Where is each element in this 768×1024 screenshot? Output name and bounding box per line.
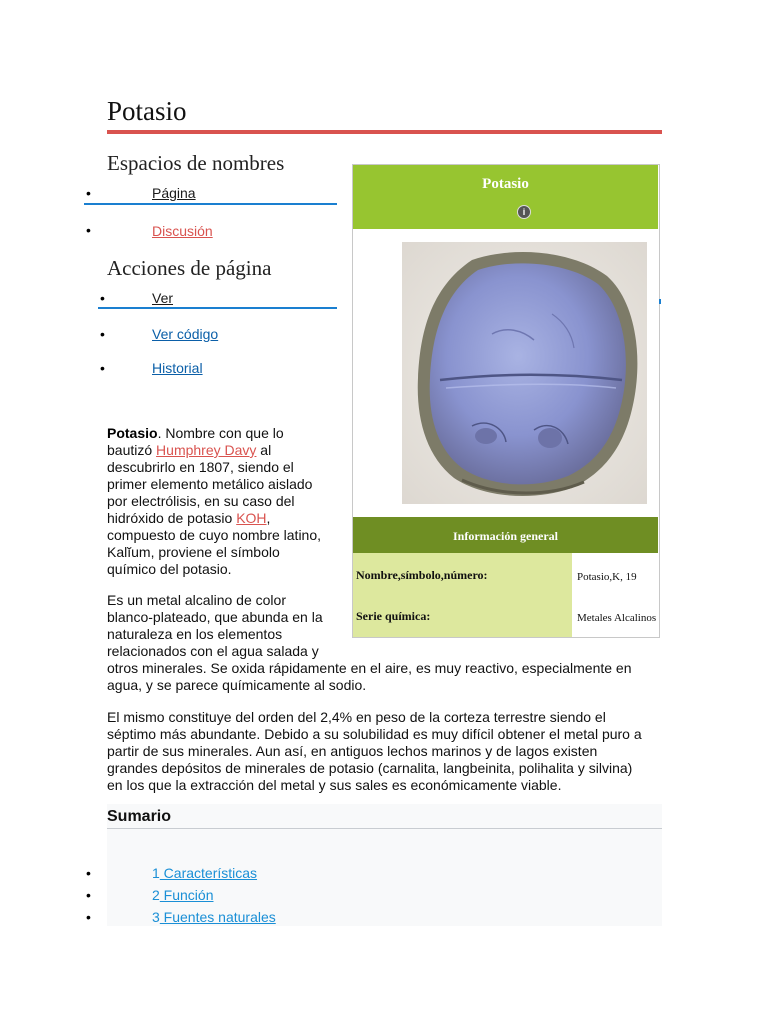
toc-item-fuentes-naturales[interactable]	[152, 909, 276, 925]
page-title: Potasio	[107, 96, 187, 126]
para-line: partir de sus minerales. Aun así, en antiguos lechos marinos y de lagos existen	[107, 743, 598, 759]
para-line: naturaleza en los elementos	[107, 626, 283, 642]
toc-number: 1	[152, 865, 160, 881]
para-text: . Nombre con que lo bautizó	[107, 425, 284, 458]
toc-label: Características	[159, 865, 258, 881]
para-line: Es un metal alcalino de color	[107, 592, 286, 608]
paragraph-2	[107, 592, 667, 694]
value-serie-quimica: Metales Alcalinos	[577, 612, 657, 624]
toc-item-funcion[interactable]	[152, 887, 214, 903]
toc-title: Sumario	[107, 808, 172, 825]
para-line: en los que la extracción del metal y sus sales es económicamente viable.	[107, 777, 562, 793]
infobox-title: Potasio	[482, 176, 529, 192]
infobox-header	[353, 165, 658, 229]
toc-number: 3	[152, 909, 160, 925]
bullet: •	[86, 887, 91, 903]
bold-term: Potasio	[107, 425, 158, 441]
namespace-active-rule	[84, 203, 337, 205]
para-line: otros minerales. Se oxida rápidamente en el aire, es muy reactivo, especialmente en	[107, 660, 632, 676]
toc-item-caracteristicas[interactable]	[152, 865, 257, 881]
label-nombre-simbolo-numero: Nombre,símbolo,número:	[356, 568, 488, 582]
label-serie-quimica: Serie química:	[356, 609, 431, 623]
toc-number: 2	[152, 887, 160, 903]
value-nombre-simbolo-numero: Potasio,K, 19	[577, 571, 637, 583]
action-historial[interactable]: Historial	[152, 360, 203, 376]
title-rule	[107, 130, 662, 134]
general-info-title: Información general	[453, 529, 558, 543]
para-text: , compuesto de cuyo nombre latino, Kalĭum, proviene el símbolo químico del potasio.	[107, 510, 322, 577]
paragraph-3	[107, 709, 667, 794]
bullet: •	[86, 185, 91, 201]
bullet: •	[86, 909, 91, 925]
para-line: blanco-plateado, que abunda en la	[107, 609, 323, 625]
toc-label: Función	[159, 887, 214, 903]
intro-paragraph	[107, 425, 331, 578]
namespaces-heading: Espacios de nombres	[107, 151, 285, 175]
para-line: grandes depósitos de minerales de potasio (carnalita, langbeinita, polihalita y silvina)	[107, 760, 633, 776]
action-ver-codigo[interactable]: Ver código	[152, 326, 219, 342]
para-text: al descubrirlo en 1807, siendo el primer elemento metálico aislado por electrólisis, en su caso del hidróxido de potasio	[107, 442, 313, 526]
action-ver[interactable]: Ver	[152, 290, 174, 306]
link-humphrey-davy[interactable]: Humphrey Davy	[156, 442, 257, 458]
tab-pagina[interactable]: Página	[152, 185, 196, 201]
stray-mark	[659, 299, 661, 304]
para-line: agua, y se parece químicamente al sodio.	[107, 677, 367, 693]
bullet: •	[100, 360, 105, 376]
bullet: •	[86, 222, 91, 238]
action-active-rule	[98, 307, 337, 309]
toc-rule	[107, 828, 662, 829]
bullet: •	[100, 290, 105, 306]
para-line: El mismo constituye del orden del 2,4% en peso de la corteza terrestre siendo el	[107, 709, 606, 725]
para-line: relacionados con el agua salada y	[107, 643, 319, 659]
tab-discusion[interactable]: Discusión	[152, 223, 213, 239]
bullet: •	[86, 865, 91, 881]
para-line: séptimo más abundante. Debido a su solubilidad es muy difícil obtener el metal puro a	[107, 726, 642, 742]
link-koh[interactable]: KOH	[236, 510, 267, 526]
info-icon[interactable]: i	[517, 205, 531, 219]
toc-label: Fuentes naturales	[159, 909, 276, 925]
page-actions-heading: Acciones de página	[107, 256, 272, 280]
bullet: •	[100, 326, 105, 342]
mineral-sample-image[interactable]	[402, 242, 647, 504]
